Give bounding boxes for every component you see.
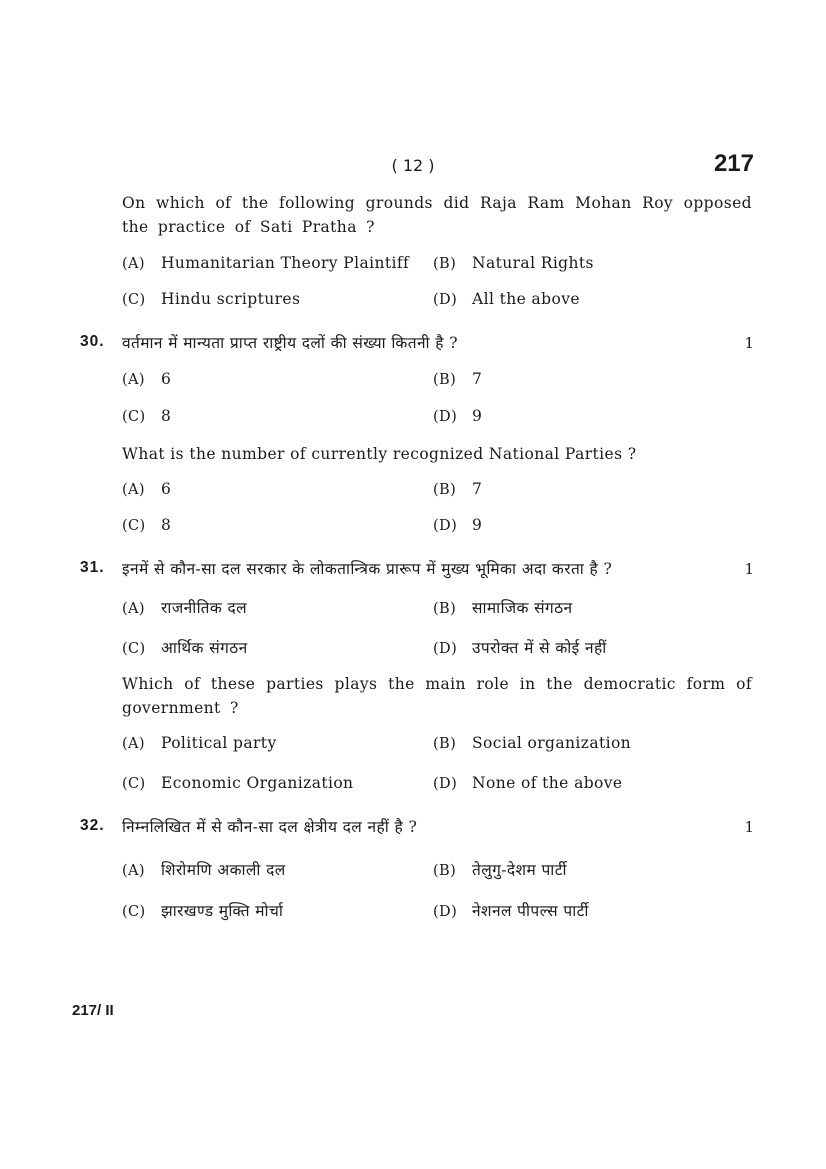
q29-option-c (122, 290, 300, 308)
option-label: (A) (122, 372, 145, 388)
q31-number: 31. (80, 559, 105, 576)
q31-hindi-option-c (122, 636, 248, 658)
footer-paper-code: 217/ II (72, 1002, 114, 1019)
option-text: Humanitarian Theory Plaintiff (161, 254, 410, 272)
option-text: उपरोक्त में से कोई नहीं (472, 639, 607, 657)
option-label: (A) (122, 736, 145, 752)
q31-english-option-a (122, 734, 277, 752)
option-label: (A) (122, 482, 145, 498)
option-text: आर्थिक संगठन (161, 639, 248, 657)
option-text: 7 (472, 480, 483, 498)
q30-hindi-option-c (122, 407, 171, 425)
option-text: Hindu scriptures (161, 290, 301, 308)
option-text: 7 (472, 370, 483, 388)
q29-english-text: On which of the following grounds did Raja Ram Mohan Roy opposed the practice of Sati Pratha ? (122, 194, 752, 236)
option-label: (D) (433, 292, 458, 308)
option-label: (B) (433, 863, 457, 879)
q31-english-option-b (433, 734, 631, 752)
option-label: (B) (433, 736, 457, 752)
q32-number: 32. (80, 817, 105, 834)
option-text: Social organization (472, 734, 632, 752)
option-label: (A) (122, 256, 145, 272)
option-label: (C) (122, 904, 146, 920)
q30-english-option-c (122, 516, 171, 534)
option-label: (D) (433, 409, 458, 425)
option-text: Economic Organization (161, 774, 354, 792)
option-label: (C) (122, 292, 146, 308)
option-label: (C) (122, 409, 146, 425)
option-text: All the above (472, 290, 580, 308)
page-number: ( 12 ) (391, 156, 435, 175)
option-label: (C) (122, 776, 146, 792)
q29-option-a (122, 254, 409, 272)
paper-code: 217 (713, 150, 754, 177)
option-text: 6 (161, 370, 172, 388)
q32-marks: 1 (744, 818, 754, 836)
q31-english-option-d (433, 774, 623, 792)
option-text: 9 (472, 516, 483, 534)
q29-option-b (433, 254, 594, 272)
option-text: 8 (161, 516, 172, 534)
option-text: राजनीतिक दल (161, 599, 248, 617)
option-text: 9 (472, 407, 483, 425)
option-label: (A) (122, 601, 145, 617)
option-text: नेशनल पीपल्स पार्टी (472, 902, 589, 920)
option-label: (A) (122, 863, 145, 879)
q31-marks: 1 (744, 560, 754, 578)
q31-english-option-c (122, 774, 353, 792)
q30-hindi-option-a (122, 370, 171, 388)
q32-hindi-option-d (433, 899, 589, 921)
q31-hindi-option-d (433, 636, 607, 658)
q32-hindi-option-a (122, 858, 286, 880)
option-label: (B) (433, 601, 457, 617)
option-text: झारखण्ड मुक्ति मोर्चा (161, 902, 284, 920)
q30-hindi-text: वर्तमान में मान्यता प्राप्त राष्ट्रीय दलों की संख्या कितनी है ? (122, 334, 458, 352)
q32-hindi-text: निम्नलिखित में से कौन-सा दल क्षेत्रीय दल नहीं है ? (122, 818, 418, 836)
option-label: (B) (433, 372, 457, 388)
option-text: 8 (161, 407, 172, 425)
q30-number: 30. (80, 333, 105, 350)
option-label: (D) (433, 904, 458, 920)
option-text: तेलुगु-देशम पार्टी (472, 861, 567, 879)
option-label: (C) (122, 518, 146, 534)
q31-english-text: Which of these parties plays the main role in the democratic form of government ? (122, 675, 752, 717)
q31-hindi-option-a (122, 596, 247, 618)
q31-hindi-option-b (433, 596, 573, 618)
q30-english-text: What is the number of currently recognized National Parties ? (122, 445, 637, 463)
option-label: (B) (433, 256, 457, 272)
option-text: Political party (161, 734, 277, 752)
option-text: 6 (161, 480, 172, 498)
q31-hindi-text: इनमें से कौन-सा दल सरकार के लोकतान्त्रिक प्रारूप में मुख्य भूमिका अदा करता है ? (122, 560, 613, 578)
q32-hindi-option-b (433, 858, 567, 880)
q30-hindi-option-b (433, 370, 482, 388)
option-label: (D) (433, 776, 458, 792)
option-label: (C) (122, 641, 146, 657)
option-text: सामाजिक संगठन (472, 599, 573, 617)
q30-english-option-d (433, 516, 482, 534)
option-text: शिरोमणि अकाली दल (161, 861, 286, 879)
option-label: (D) (433, 518, 458, 534)
option-label: (D) (433, 641, 458, 657)
q30-english-option-b (433, 480, 482, 498)
q29-option-d (433, 290, 580, 308)
q30-marks: 1 (744, 334, 754, 352)
q30-hindi-option-d (433, 407, 482, 425)
option-label: (B) (433, 482, 457, 498)
q32-hindi-option-c (122, 899, 283, 921)
option-text: Natural Rights (472, 254, 594, 272)
q30-english-option-a (122, 480, 171, 498)
option-text: None of the above (472, 774, 623, 792)
